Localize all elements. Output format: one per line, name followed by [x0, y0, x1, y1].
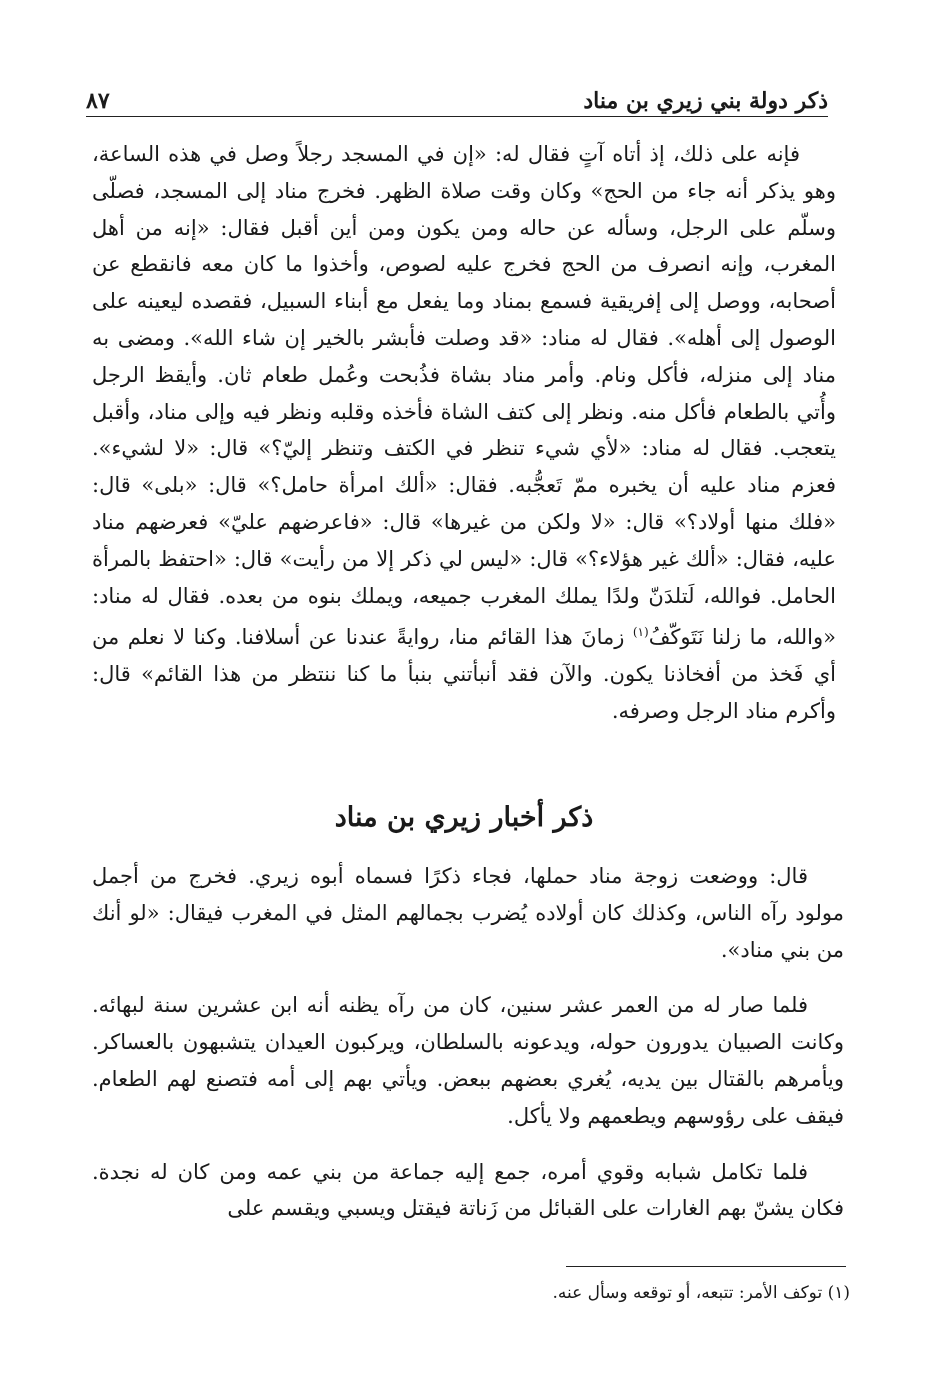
footnote-mark: (١) [632, 625, 649, 640]
running-title: ذكر دولة بني زيري بن مناد [583, 88, 828, 114]
section-paragraph-1: قال: ووضعت زوجة مناد حملها، فجاء ذكرًا فسماه أبوه زيري. فخرج من أجمل مولود رآه الناس، وكذلك كان أولاده يُضرب بجمالهم المثل في المغرب فيقال: «لو أنك من بني مناد». [92, 864, 844, 962]
paragraph-1 [92, 136, 836, 730]
footnote-number: (١) [827, 1283, 850, 1303]
running-head [86, 82, 828, 117]
section-paragraph-2: فلما صار له من العمر عشر سنين، كان من رآه يظنه أنه ابن عشرين سنة لبهائه. وكانت الصبيان يدورون حوله، ويدعونه بالسلطان، ويركبون العيدان يتشبهون بالعساكر. ويأمرهم بالقتال بين يديه، يُغري بعضهم ببعض. ويأتي بهم إلى أمه فتصنع لهم الطعام. فيقف على رؤوسهم ويطعمهم ولا يأكل. [92, 993, 844, 1128]
main-text [92, 136, 836, 730]
paragraph-1-text: فإنه على ذلك، إذ أتاه آتٍ فقال له: «إن في المسجد رجلاً وصل في هذه الساعة، وهو يذكر أنه جاء من الحج» وكان وقت صلاة الظهر. فخرج مناد إلى المسجد، فصلّى وسلّم على الرجل، وسأله عن حاله ومن يكون ومن أين أقبل فقال: «إنه من أهل المغرب، وإنه انصرف من الحج فخرج عليه لصوص، وأخذوا ما كان معه فانقطع عن أصحابه، ووصل إلى إفريقية فسمع بمناد وما يفعل مع أبناء السبيل، فقصده ليعينه على الوصول إلى أهله». فقال له مناد: «قد وصلت فأبشر بالخير إن شاء الله». ومضى به مناد إلى منزله، فأكل ونام. وأمر مناد بشاة فذُبحت وعُمل طعام ثان. وأيقظ الرجل وأُتي بالطعام فأكل منه. ونظر إلى كتف الشاة فأخذه وقلبه ونظر فيه وإلى مناد، وأقبل يتعجب. فقال له مناد: «لأي شيء تنظر في الكتف وتنظر إليّ؟» قال: «لا لشيء». فعزم مناد عليه أن يخبره ممّ تَعجُّبه. فقال: «ألك امرأة حامل؟» قال: «بلى» قال: «فلك منها أولاد؟» قال: «لا ولكن من غيرها» قال: «فاعرضهم عليّ» فعرضهم مناد عليه، فقال: «ألك غير هؤلاء؟» قال: «ليس لي ذكر إلا من رأيت» قال: «احتفظ بالمرأة الحامل. فوالله، لَتلدَنّ ولدًا يملك المغرب جميعه، ويملك بنوه من بعده. فقال له مناد: «والله، ما زلنا نَتَوكّفُ [92, 142, 836, 650]
footnote-text: توكف الأمر: تتبعه، أو توقعه وسأل عنه. [552, 1283, 823, 1303]
section-body [92, 858, 844, 1227]
page-number: ٨٧ [86, 88, 110, 114]
section-heading: ذكر أخبار زيري بن مناد [334, 802, 594, 833]
section-paragraph-3: فلما تكامل شبابه وقوي أمره، جمع إليه جماعة من بني عمه ومن كان له نجدة. فكان يشنّ بهم الغارات على القبائل من زَناتة فيقتل ويسبي ويقسم على [92, 1159, 844, 1221]
footnote [92, 1280, 850, 1306]
footnote-divider [566, 1266, 846, 1267]
paragraph-1-tail: زمانَ هذا القائم منا، روايةً عندنا عن أسلافنا. وكنا لا نعلم من أي فَخذ من أفخاذنا يكون. والآن فقد أنبأتني بنبأ ما كنا ننتظر من هذا القائم» قال: وأكرم مناد الرجل وصرفه. [92, 625, 836, 723]
